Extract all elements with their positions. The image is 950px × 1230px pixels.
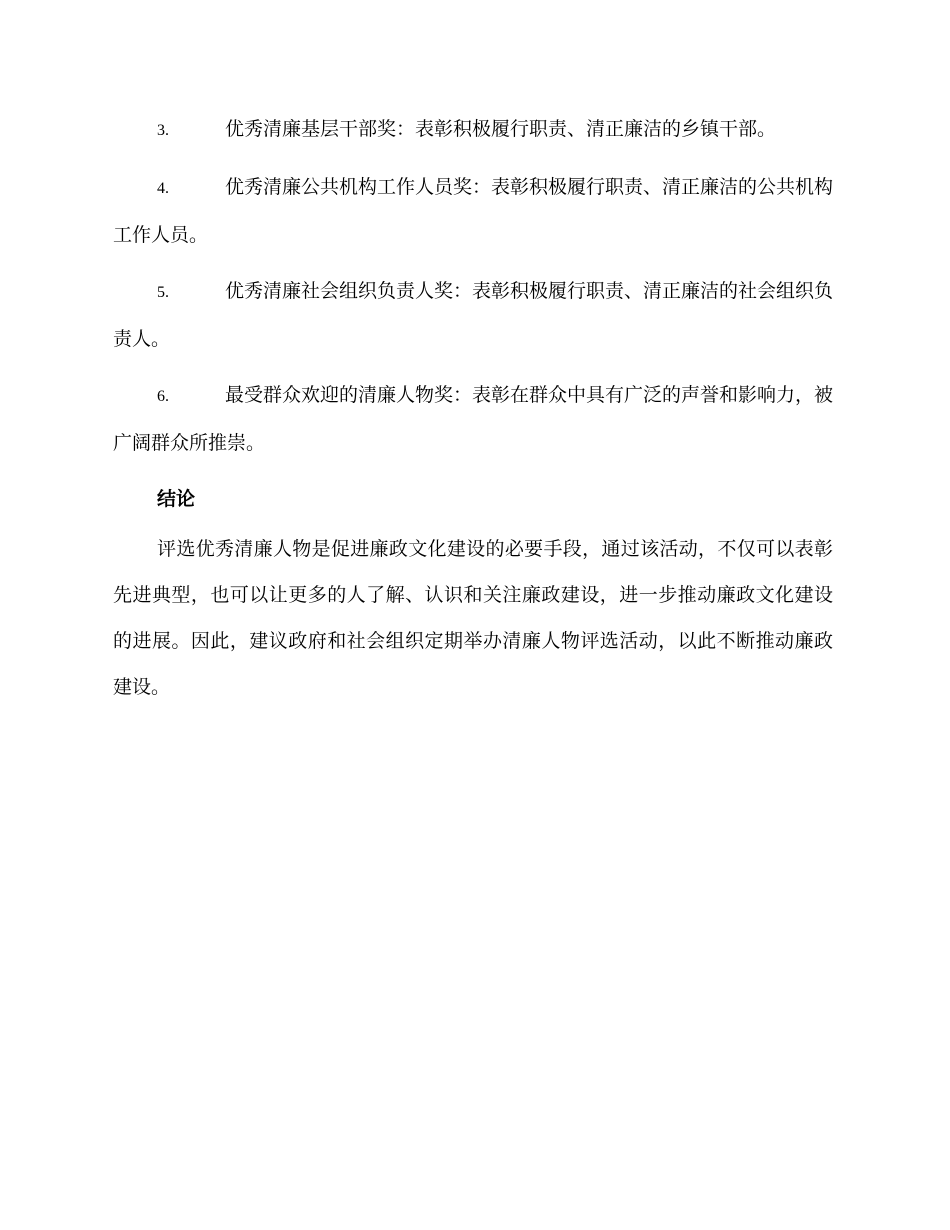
conclusion-heading: 结论	[157, 488, 196, 510]
document-body	[113, 106, 833, 710]
list-item-number: 3.	[157, 122, 169, 139]
list-item-text: 优秀清廉基层干部奖：表彰积极履行职责、清正廉洁的乡镇干部。	[225, 118, 777, 140]
list-item-text: 优秀清廉公共机构工作人员奖：表彰积极履行职责、清正廉洁的公共机构工作人员。	[113, 176, 834, 246]
list-item-number: 6.	[157, 388, 169, 405]
conclusion-paragraph: 评选优秀清廉人物是促进廉政文化建设的必要手段，通过该活动，不仅可以表彰先进典型，也可以让更多的人了解、认识和关注廉政建设，进一步推动廉政文化建设的进展。因此，建议政府和社会组织定期举办清廉人物评选活动，以此不断推动廉政建设。	[113, 538, 833, 698]
list-item	[113, 268, 833, 362]
list-item-number: 4.	[157, 180, 169, 197]
list-item	[113, 164, 833, 258]
list-item-text: 最受群众欢迎的清廉人物奖：表彰在群众中具有广泛的声誉和影响力，被广阔群众所推崇。	[113, 384, 834, 454]
list-item-number: 5.	[157, 284, 169, 301]
list-item	[113, 372, 833, 466]
list-item	[113, 106, 833, 154]
list-item-text: 优秀清廉社会组织负责人奖：表彰积极履行职责、清正廉洁的社会组织负责人。	[113, 280, 834, 350]
